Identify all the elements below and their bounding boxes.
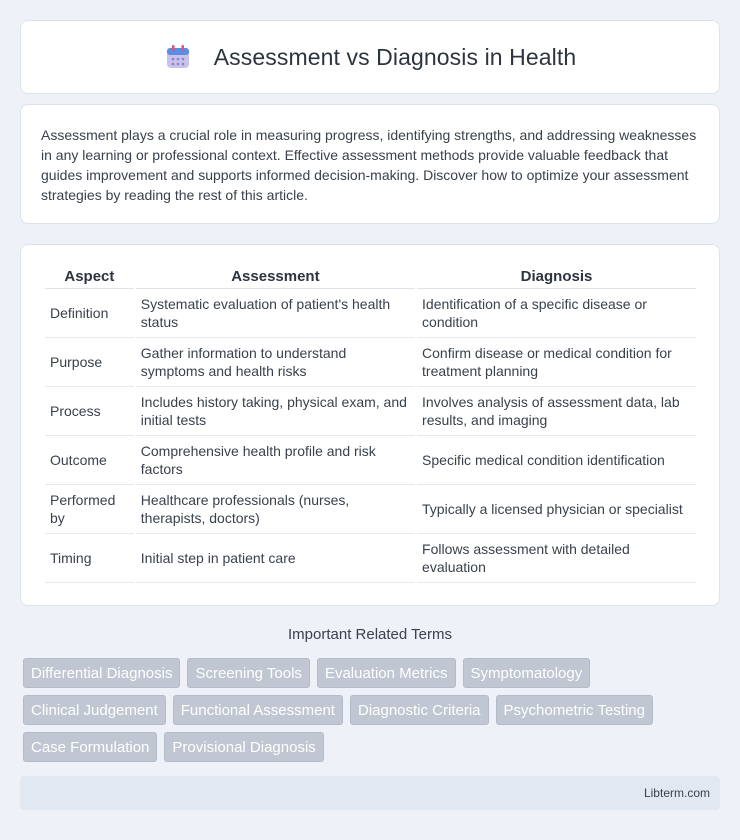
comparison-table [43,265,698,583]
table-row [45,387,696,436]
term-tag[interactable]: Provisional Diagnosis [164,732,323,762]
row-diagnosis: Identification of a specific disease or condition [417,289,696,338]
row-assessment: Gather information to understand symptoms and health risks [136,338,415,387]
term-tag[interactable]: Evaluation Metrics [317,658,456,688]
footer-site-link[interactable]: Libterm.com [643,786,710,800]
table-row [45,436,696,485]
row-assessment: Systematic evaluation of patient's health status [136,289,415,338]
table-row [45,289,696,338]
row-aspect: Timing [45,534,134,583]
row-aspect: Outcome [45,436,134,485]
term-tag[interactable]: Clinical Judgement [23,695,166,725]
row-aspect: Definition [45,289,134,338]
row-assessment: Initial step in patient care [136,534,415,583]
row-diagnosis: Involves analysis of assessment data, lab results, and imaging [417,387,696,436]
term-tag[interactable]: Case Formulation [23,732,157,762]
term-tag[interactable]: Psychometric Testing [496,695,653,725]
table-row [45,534,696,583]
term-tag[interactable]: Functional Assessment [173,695,343,725]
page-title: Assessment vs Diagnosis in Health [213,43,577,70]
term-tag[interactable]: Diagnostic Criteria [350,695,489,725]
row-assessment: Healthcare professionals (nurses, therapists, doctors) [136,485,415,534]
row-assessment: Comprehensive health profile and risk factors [136,436,415,485]
intro-text: Assessment plays a crucial role in measuring progress, identifying strengths, and addressing weaknesses in any learning or professional context. Effective assessment methods provide valuable feedback that guides improvement and supports informed decision-making. Discover how to optimize your assessment strategies by reading the rest of this article. [41,127,697,203]
table-row [45,485,696,534]
calendar-icon [164,43,192,71]
table-row [45,338,696,387]
column-header-aspect: Aspect [45,265,134,289]
column-header-assessment: Assessment [136,265,415,289]
column-header-diagnosis: Diagnosis [417,265,696,289]
table-header-row [45,265,696,289]
row-aspect: Process [45,387,134,436]
term-tag[interactable]: Screening Tools [187,658,309,688]
term-tag[interactable]: Differential Diagnosis [23,658,180,688]
row-diagnosis: Typically a licensed physician or specialist [417,485,696,534]
row-assessment: Includes history taking, physical exam, and initial tests [136,387,415,436]
row-diagnosis: Specific medical condition identification [417,436,696,485]
related-terms-list [23,658,723,762]
row-aspect: Purpose [45,338,134,387]
row-aspect: Performed by [45,485,134,534]
intro-card [20,104,720,224]
term-tag[interactable]: Symptomatology [463,658,591,688]
footer [20,776,720,810]
related-terms-title: Important Related Terms [288,626,452,643]
comparison-table-card [20,244,720,606]
header-card [20,20,720,94]
row-diagnosis: Confirm disease or medical condition for treatment planning [417,338,696,387]
row-diagnosis: Follows assessment with detailed evaluation [417,534,696,583]
